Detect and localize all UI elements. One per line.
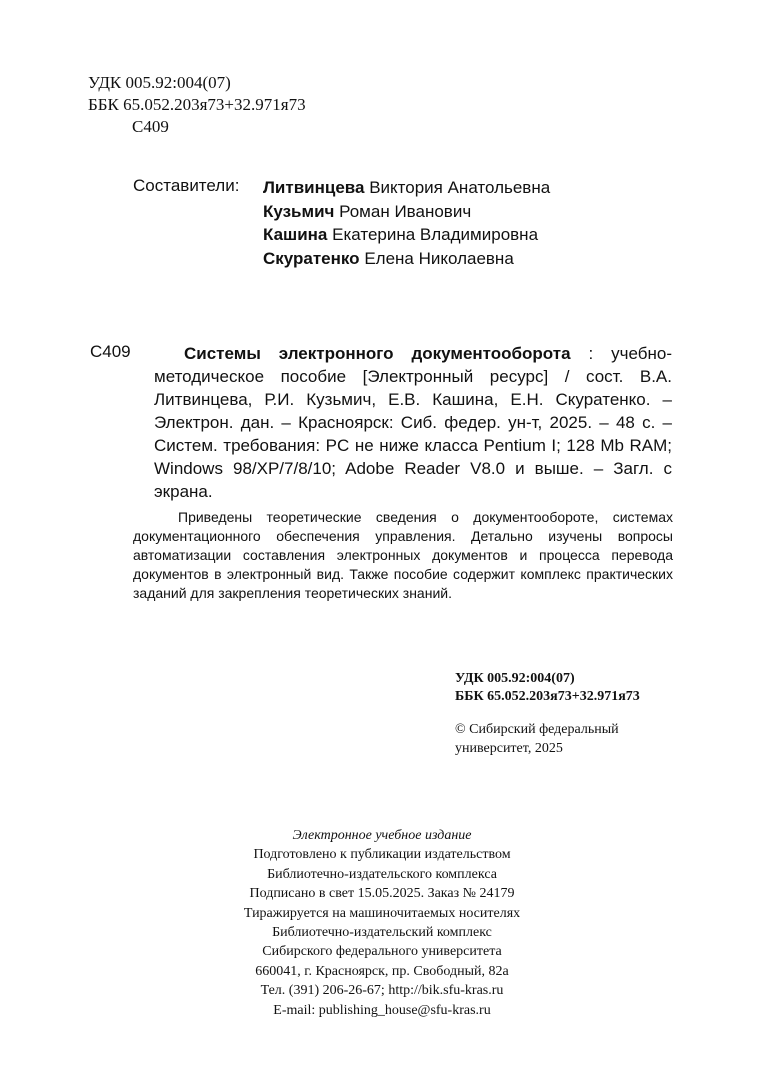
- compiler-item: [263, 176, 550, 200]
- compiler-surname: Кузьмич: [263, 201, 335, 221]
- imprint-line: Подготовлено к публикации издательством: [253, 847, 511, 863]
- compiler-name: Екатерина Владимировна: [332, 225, 539, 244]
- compiler-surname: Литвинцева: [263, 178, 365, 197]
- citation-body: : учебно-методическое пособие [Электронный ресурс] / сост. В.А. Литвинцева, Р.И. Кузьмич, Е.В. Кашина, Е.Н. Скуратенко. – Электрон. дан. – Красноярск: Сиб. федер. ун-т, 2025. – 48 с. – Систем. требования: PC не ниже класса Pentium I; 128 Mb RAM; Windows 98/XP/7/8/10; Adobe Reader V8.0 и выше. – Загл. с экрана.: [154, 344, 672, 501]
- imprint-line: E-mail: publishing_house@sfu-kras.ru: [273, 1002, 491, 1018]
- compiler-surname: Кашина: [263, 225, 328, 244]
- imprint-line: Тел. (391) 206-26-67; http://bik.sfu-kras.ru: [260, 983, 504, 999]
- udk-code: УДК 005.92:004(07): [88, 73, 231, 92]
- compiler-item: [263, 223, 550, 247]
- compiler-surname: Скуратенко: [263, 248, 360, 268]
- book-title: Системы электронного документооборота: [184, 344, 571, 363]
- compiler-name: Роман Иванович: [339, 201, 472, 221]
- author-mark: С409: [132, 117, 169, 136]
- bottom-classification-codes: [455, 670, 640, 706]
- edition-type: Электронное учебное издание: [292, 828, 472, 843]
- copyright-notice: [455, 720, 619, 758]
- udk-code-bottom: УДК 005.92:004(07): [455, 671, 575, 686]
- compiler-item: [263, 200, 550, 224]
- compiler-name: Виктория Анатольевна: [369, 178, 551, 197]
- bbk-code: ББК 65.052.203я73+32.971я73: [88, 95, 306, 114]
- compilers-label: Составители:: [133, 176, 240, 195]
- imprint-block: [0, 826, 764, 1020]
- abstract-paragraph: Приведены теоретические сведения о документообороте, системах документационного обеспечения управления. Детально изучены вопросы автоматизации составления электронных документов и процесса перевода документов в электронный вид. Также пособие содержит комплекс практических заданий для закрепления теоретических знаний.: [133, 509, 673, 601]
- citation-author-mark: С409: [90, 342, 131, 361]
- imprint-line: Подписано в свет 15.05.2025. Заказ № 24179: [249, 886, 515, 902]
- bbk-code-bottom: ББК 65.052.203я73+32.971я73: [455, 689, 640, 704]
- copyright-line-1: © Сибирский федеральный: [455, 722, 619, 737]
- imprint-line: Тиражируется на машиночитаемых носителях: [243, 905, 521, 921]
- copyright-line-2: университет, 2025: [455, 741, 563, 756]
- bibliographic-citation: [154, 342, 672, 503]
- compiler-name: Елена Николаевна: [364, 248, 514, 268]
- compiler-item: [263, 247, 550, 271]
- imprint-line: Библиотечно-издательский комплекс: [272, 925, 492, 941]
- compilers-list: [263, 176, 550, 270]
- imprint-line: 660041, г. Красноярск, пр. Свободный, 82а: [255, 963, 509, 979]
- imprint-line: Сибирского федерального университета: [262, 944, 502, 960]
- top-classification-codes: [88, 72, 306, 138]
- imprint-line: Библиотечно-издательского комплекса: [267, 866, 497, 882]
